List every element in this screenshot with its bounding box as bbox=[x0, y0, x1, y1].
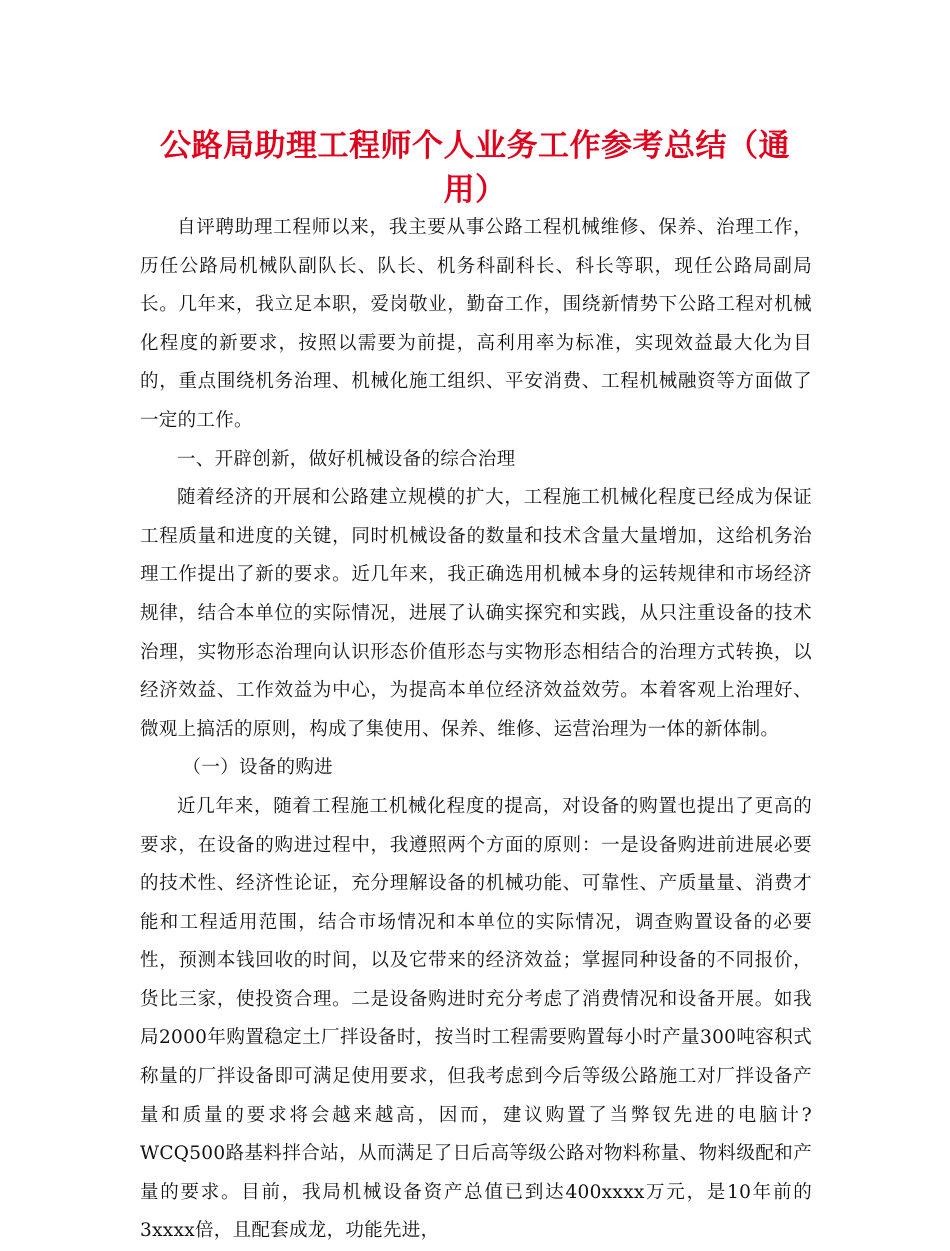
paragraph-section-1: 随着经济的开展和公路建立规模的扩大，工程施工机械化程度已经成为保证工程质量和进度的关键，同时机械设备的数量和技术含量大量增加，这给机务治理工作提出了新的要求。近几年来，我正确选用机械本身的运转规律和市场经济规律，结合本单位的实际情况，进展了认确实探究和实践，从只注重设备的技术治理，实物形态治理向认识形态价值形态与实物形态相结合的治理方式转换，以经济效益、工作效益为中心，为提高本单位经济效益效劳。本着客观上治理好、微观上搞活的原则，构成了集使用、保养、维修、运营治理为一体的新体制。 bbox=[140, 487, 812, 740]
section-heading-1: 一、开辟创新，做好机械设备的综合治理 bbox=[177, 448, 516, 470]
paragraph-intro: 自评聘助理工程师以来，我主要从事公路工程机械维修、保养、治理工作，历任公路局机械队副队长、队长、机务科副科长、科长等职，现任公路局副局长。几年来，我立足本职，爱岗敬业，勤奋工作，围绕新情势下公路工程对机械化程度的新要求，按照以需要为前提，高利用率为标准，实现效益最大化为目的，重点围绕机务治理、机械化施工组织、平安消费、工程机械融资等方面做了一定的工作。 bbox=[140, 217, 812, 431]
document-body bbox=[140, 209, 812, 1251]
paragraph-equipment-purchase: 近几年来，随着工程施工机械化程度的提高，对设备的购置也提出了更高的要求，在设备的购进过程中，我遵照两个方面的原则：一是设备购进前进展必要的技术性、经济性论证，充分理解设备的机械功能、可靠性、产质量量、消费才能和工程适用范围，结合市场情况和本单位的实际情况，调查购置设备的必要性，预测本钱回收的时间，以及它带来的经济效益；掌握同种设备的不同报价，货比三家，使投资合理。二是设备购进时充分考虑了消费情况和设备开展。如我局2000年购置稳定土厂拌设备时，按当时工程需要购置每小时产量300吨容积式称量的厂拌设备即可满足使用要求，但我考虑到今后等级公路施工对厂拌设备产量和质量的要求将会越来越高，因而，建议购置了当弊钗先进的电脑计?WCQ500路基料拌合站，从而满足了日后高等级公路对物料称量、物料级配和产量的要求。目前，我局机械设备资产总值已到达400xxxx万元，是10年前的3xxxx倍，且配套成龙，功能先进， bbox=[140, 795, 812, 1242]
subsection-heading-1: （一）设备的购进 bbox=[182, 757, 333, 779]
document-title: 公路局助理工程师个人业务工作参考总结（通用） bbox=[160, 128, 790, 208]
